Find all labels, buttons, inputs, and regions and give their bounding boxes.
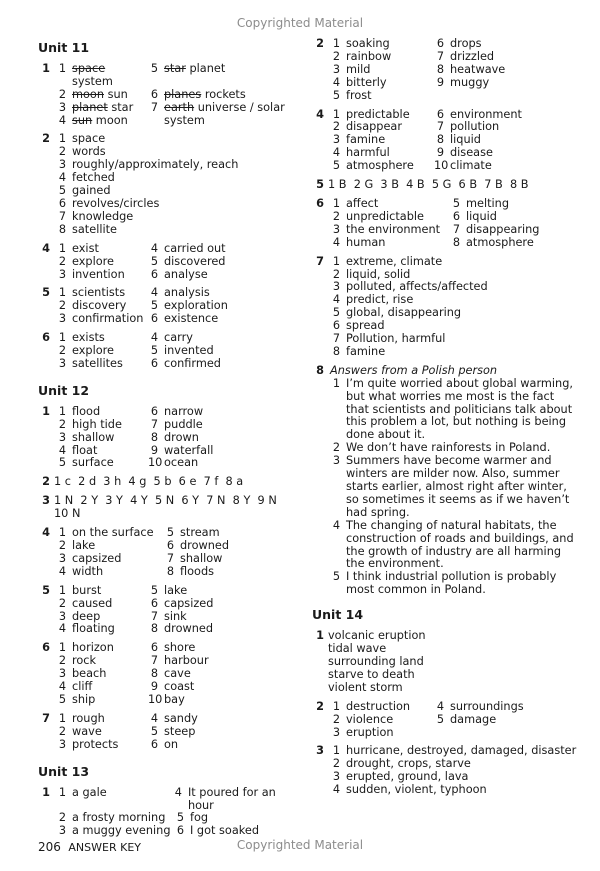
u14-exercise-1 xyxy=(312,630,582,695)
list-item: 8 satellite xyxy=(58,222,117,236)
u13-exercise-2: 2 1 soaking 6 drops 2 rainbow 7 drizzled 3 mild 8 heatwave 4 bitterly 9 muggy 5 frost xyxy=(312,38,582,103)
exercise-number: 6 xyxy=(316,196,324,210)
item-number: 3 xyxy=(58,100,66,114)
item-number: 6 xyxy=(150,87,158,101)
exercise-number: 1 xyxy=(42,785,50,799)
list-item: 6 spread xyxy=(332,319,385,333)
unit-13-title: Unit 13 xyxy=(38,763,90,779)
answer-paragraph: 4 The changing of natural habitats, the construction of roads and buildings, and the growth of industry are all harming the environment. xyxy=(332,518,574,571)
item-number: 7 xyxy=(150,100,158,114)
list-item: 5 global, disappearing xyxy=(332,306,462,320)
list-item: 8 famine xyxy=(332,344,386,358)
answer-word: system xyxy=(72,74,113,88)
u11-exercise-1 xyxy=(38,63,303,127)
exercise-number: 8 xyxy=(316,363,324,377)
item-number: 2 xyxy=(58,87,66,101)
list-item: 4 sudden, violent, typhoon xyxy=(332,783,487,797)
exercise-number: 2 xyxy=(316,37,324,50)
list-item: 2 words xyxy=(58,145,106,159)
u13-exercise-1: 1 1 a gale 4 It poured for an hour 2 a frosty morning 5 fog 3 a muggy evening 6 I got soaked xyxy=(38,787,303,839)
list-item: 3 erupted, ground, lava xyxy=(332,770,469,784)
answer-word: sun xyxy=(104,87,128,101)
page-number: 206 xyxy=(38,840,61,854)
exercise-number: 2 xyxy=(42,132,50,146)
u13-exercise-5 xyxy=(312,179,582,192)
item-number: 4 xyxy=(58,113,66,127)
list-item: violent storm xyxy=(328,680,403,694)
crossed-word: planes xyxy=(164,87,202,101)
u12-exercise-7: 7 1 rough 4 sandy 2 wave 5 steep 3 protects 6 on xyxy=(38,713,303,752)
exercise-number: 6 xyxy=(42,331,50,345)
answer-word: planet xyxy=(185,62,226,75)
list-item: surrounding land xyxy=(328,654,424,668)
list-item: starve to death xyxy=(328,667,415,681)
answer-line: 1 N 2 Y 3 Y 4 Y 5 N 6 Y 7 N 8 Y 9 N 10 N xyxy=(54,494,284,521)
u14-exercise-3 xyxy=(312,745,582,797)
list-item: 4 fetched xyxy=(58,171,115,185)
exercise-number: 1 xyxy=(42,404,50,418)
exercise-number: 7 xyxy=(316,254,324,268)
exercise-number: 3 xyxy=(316,744,324,758)
u12-exercise-2 xyxy=(38,476,303,489)
u14-exercise-2: 2 1 destruction 4 surroundings 2 violence 5 damage 3 eruption xyxy=(312,701,582,740)
footer-label: ANSWER KEY xyxy=(68,841,141,854)
exercise-number: 4 xyxy=(316,107,324,121)
list-item: 1 space xyxy=(58,132,106,146)
exercise-number: 3 xyxy=(42,494,50,508)
u11-exercise-6: 6 1 exists 4 carry 2 explore 5 invented 3 satellites 6 confirmed xyxy=(38,332,303,371)
list-item: 5 gained xyxy=(58,184,111,198)
list-item: 3 polluted, affects/affected xyxy=(332,280,488,294)
watermark-bottom: Copyrighted Material xyxy=(236,838,364,852)
list-item: 1 hurricane, destroyed, damaged, disaster xyxy=(332,744,577,758)
item-number: 1 xyxy=(58,62,66,75)
u11-exercise-4: 4 1 exist 4 carried out 2 explore 5 discovered 3 invention 6 analyse xyxy=(38,243,303,282)
list-item: 7 knowledge xyxy=(58,209,134,223)
u12-exercise-4: 4 1 on the surface 5 stream 2 lake 6 drowned 3 capsized 7 shallow 4 width 8 floods xyxy=(38,527,303,579)
unit-11-title: Unit 11 xyxy=(38,40,90,55)
unit-14-title: Unit 14 xyxy=(312,607,364,623)
exercise-number: 4 xyxy=(42,241,50,255)
list-item: 1 extreme, climate xyxy=(332,254,443,268)
exercise-heading: Answers from a Polish person xyxy=(330,363,498,377)
crossed-word: planet xyxy=(72,100,108,114)
unit-12-title: Unit 12 xyxy=(38,382,90,398)
exercise-number: 7 xyxy=(42,711,50,725)
answer-word: universe / solar system xyxy=(164,100,285,127)
u11-exercise-5: 5 1 scientists 4 analysis 2 discovery 5 exploration 3 confirmation 6 existence xyxy=(38,287,303,326)
u13-exercise-6: 6 1 affect 5 melting 2 unpredictable 6 liquid 3 the environment 7 disappearing 4 human 8 atmosphere xyxy=(312,198,582,250)
u13-exercise-8 xyxy=(312,365,582,597)
exercise-number: 1 xyxy=(42,62,50,75)
u12-exercise-5: 5 1 burst 5 lake 2 caused 6 capsized 3 deep 7 sink 4 floating 8 drowned xyxy=(38,585,303,637)
answer-word: star xyxy=(107,100,134,114)
exercise-number: 2 xyxy=(316,699,324,713)
answer-line: 1 c 2 d 3 h 4 g 5 b 6 e 7 f 8 a xyxy=(54,475,244,489)
u12-exercise-1: 1 1 flood 6 narrow 2 high tide 7 puddle 3 shallow 8 drown 4 float 9 waterfall 5 surface 10 ocean xyxy=(38,406,303,471)
answer-paragraph: 3 Summers have become warmer and winters are milder now. Also, summer starts earlier, almost right after winter, so sometimes it seems as if we haven’t had spring. xyxy=(332,454,570,519)
u12-exercise-6: 6 1 horizon 6 shore 2 rock 7 harbour 3 beach 8 cave 4 cliff 9 coast 5 ship 10 bay xyxy=(38,642,303,707)
watermark-top: Copyrighted Material xyxy=(236,16,364,30)
exercise-number: 2 xyxy=(42,475,50,489)
crossed-word: space xyxy=(72,62,106,75)
list-item: 2 liquid, solid xyxy=(332,267,411,281)
u12-exercise-3 xyxy=(38,495,303,521)
answer-line: 1 B 2 G 3 B 4 B 5 G 6 B 7 B 8 B xyxy=(328,178,529,192)
u11-exercise-2 xyxy=(38,133,303,236)
list-item: 2 drought, crops, starve xyxy=(332,757,471,771)
list-item: 7 Pollution, harmful xyxy=(332,332,446,346)
u13-exercise-7 xyxy=(312,256,582,359)
answer-paragraph: 1 I’m quite worried about global warming, but what worries me most is the fact that scientists and politicians talk about this problem a lot, but nothing is being done about it. xyxy=(332,376,573,442)
exercise-number: 5 xyxy=(42,286,50,300)
answer-paragraph: 2 We don’t have rainforests in Poland. xyxy=(332,441,551,455)
right-column xyxy=(312,38,582,803)
exercise-number: 1 xyxy=(316,629,324,643)
answer-word: moon xyxy=(92,113,128,127)
list-item: 6 revolves/circles xyxy=(58,196,160,210)
answer-paragraph: 5 I think industrial pollution is probably most common in Poland. xyxy=(332,570,557,597)
crossed-word: sun xyxy=(72,113,93,127)
list-item: volcanic eruption xyxy=(328,629,426,643)
exercise-number: 5 xyxy=(316,178,324,192)
exercise-number: 4 xyxy=(42,526,50,540)
exercise-number: 5 xyxy=(42,583,50,597)
list-item: 4 predict, rise xyxy=(332,293,414,307)
crossed-word: star xyxy=(164,62,186,75)
exercise-number: 6 xyxy=(42,641,50,655)
answer-word: rockets xyxy=(201,87,246,101)
left-column xyxy=(38,38,303,844)
crossed-word: earth xyxy=(164,100,195,114)
item-number: 5 xyxy=(150,62,158,75)
list-item: tidal wave xyxy=(328,642,387,656)
list-item: 3 roughly/approximately, reach xyxy=(58,158,239,172)
crossed-word: moon xyxy=(72,87,104,101)
u13-exercise-4: 4 1 predictable 6 environment 2 disappear 7 pollution 3 famine 8 liquid 4 harmful 9 disease 5 atmosphere 10 climate xyxy=(312,109,582,174)
